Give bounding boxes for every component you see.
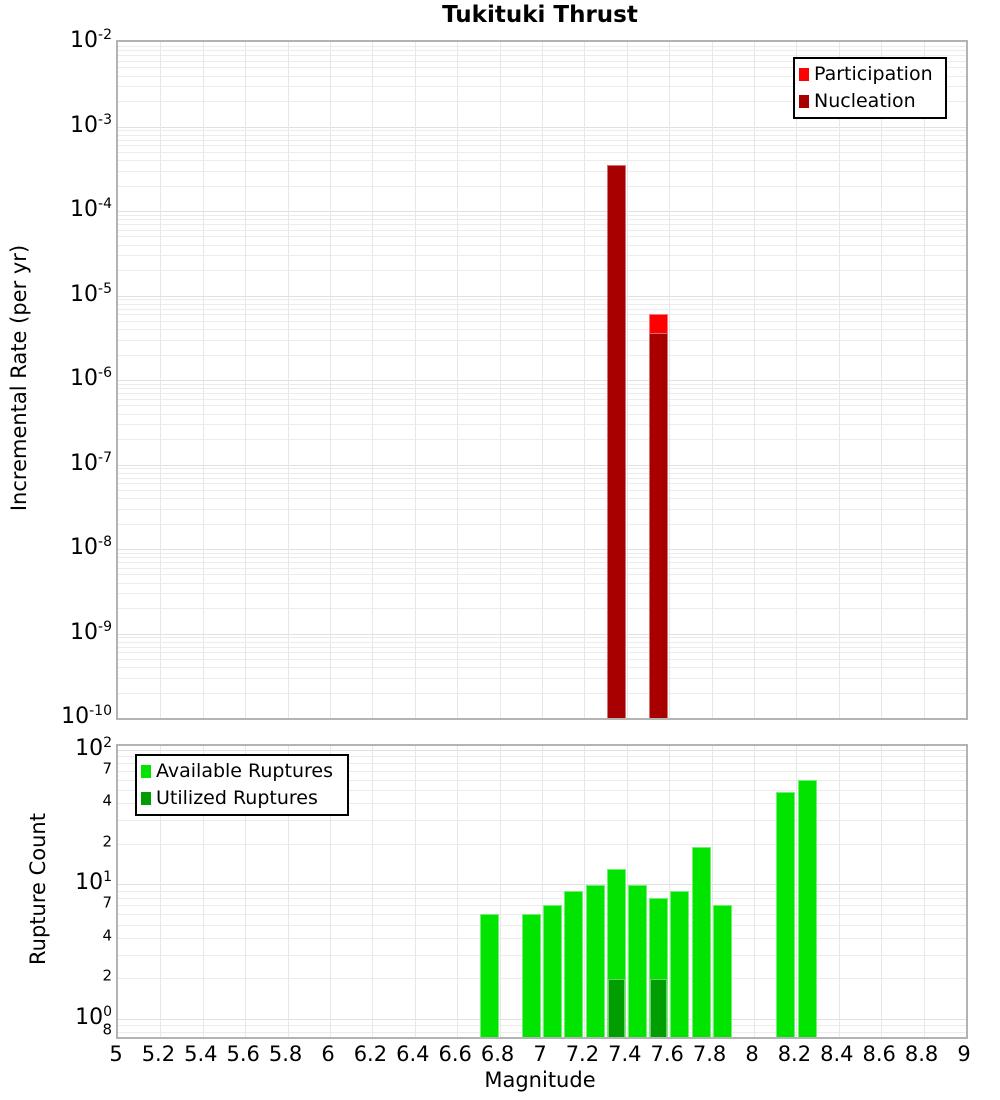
- available-ruptures-bar: [692, 847, 711, 1037]
- x-tick-label: 6.8: [480, 1042, 515, 1066]
- gridline: [881, 746, 882, 1037]
- gridline: [924, 42, 925, 718]
- available-ruptures-bar: [586, 885, 605, 1038]
- incremental-rate-panel: [116, 40, 968, 720]
- y-tick-label: $10^{-5}$: [70, 280, 112, 307]
- gridline: [245, 42, 246, 718]
- legend-label: Nucleation: [814, 90, 916, 112]
- utilized-ruptures-swatch-icon: [141, 792, 151, 805]
- gridline: [839, 746, 840, 1037]
- gridline: [796, 42, 797, 718]
- legend-label: Available Ruptures: [156, 760, 333, 782]
- chart-title: Tukituki Thrust: [442, 2, 638, 28]
- gridline: [415, 42, 416, 718]
- available-ruptures-bar: [543, 905, 562, 1037]
- available-ruptures-bar: [713, 905, 732, 1037]
- y-tick-label: $10^{-10}$: [61, 702, 112, 730]
- participation-swatch-icon: [799, 68, 809, 81]
- x-tick-label: 7.6: [650, 1042, 684, 1066]
- x-tick-label: 7.2: [565, 1042, 600, 1066]
- x-tick-label: 5: [109, 1042, 123, 1066]
- y-minor-tick-label: 4: [102, 791, 112, 810]
- gridline: [160, 42, 161, 718]
- x-tick-label: 8: [745, 1042, 759, 1066]
- x-tick-label: 5.8: [268, 1042, 303, 1066]
- utilized-ruptures-bar: [608, 979, 625, 1038]
- available-ruptures-bar: [522, 914, 541, 1037]
- y-minor-tick-label: 7: [102, 759, 112, 778]
- gridline: [924, 746, 925, 1037]
- x-tick-label: 7.4: [608, 1042, 642, 1066]
- y-minor-tick-label: 8: [102, 1020, 112, 1039]
- y-tick-label: $10^0$: [75, 1003, 112, 1031]
- x-tick-label: 8.4: [820, 1042, 854, 1066]
- x-tick-label: 5.2: [141, 1042, 176, 1066]
- gridline: [457, 746, 458, 1037]
- legend-label: Utilized Ruptures: [156, 787, 318, 809]
- gridline: [500, 746, 501, 1037]
- x-tick-label: 7.8: [692, 1042, 727, 1066]
- nucleation-bar: [649, 333, 668, 718]
- y-minor-tick-label: 2: [102, 832, 112, 851]
- x-axis-title: Magnitude: [484, 1068, 596, 1092]
- x-tick-label: 8.8: [904, 1042, 939, 1066]
- gridline: [372, 746, 373, 1037]
- available-ruptures-bar: [776, 792, 795, 1037]
- x-tick-label: 6.4: [396, 1042, 430, 1066]
- x-tick-label: 6.2: [353, 1042, 388, 1066]
- y-tick-label: $10^{-2}$: [70, 26, 112, 54]
- available-ruptures-bar: [670, 891, 689, 1037]
- legend-item-participation: [799, 61, 941, 88]
- available-ruptures-swatch-icon: [141, 765, 151, 778]
- y-tick-label: $10^{-3}$: [70, 111, 112, 138]
- x-tick-label: 5.4: [184, 1042, 218, 1066]
- x-tick-label: 8.6: [862, 1042, 896, 1066]
- gridline: [542, 42, 543, 718]
- legend-item-nucleation: [799, 88, 941, 115]
- nucleation-swatch-icon: [799, 95, 809, 108]
- y-tick-label: $10^{-6}$: [70, 364, 112, 392]
- gridline: [839, 42, 840, 718]
- gridline: [457, 42, 458, 718]
- top-y-axis-title: Incremental Rate (per yr): [7, 244, 31, 512]
- x-tick-label: 7: [533, 1042, 547, 1066]
- legend-label: Participation: [814, 63, 933, 85]
- gridline: [584, 42, 585, 718]
- available-ruptures-bar: [564, 891, 583, 1037]
- gridline: [500, 42, 501, 718]
- x-tick-label: 5.6: [226, 1042, 260, 1066]
- gridline: [415, 746, 416, 1037]
- available-ruptures-bar: [628, 885, 647, 1038]
- x-tick-label: 9: [957, 1042, 971, 1066]
- legend-item-available: [141, 758, 343, 785]
- legend-item-utilized: [141, 785, 343, 812]
- available-ruptures-bar: [480, 914, 499, 1037]
- y-tick-label: $10^{-4}$: [70, 195, 112, 223]
- gridline: [881, 42, 882, 718]
- gridline: [203, 42, 204, 718]
- x-tick-label: 6: [321, 1042, 335, 1066]
- y-tick-label: $10^{-8}$: [70, 533, 112, 561]
- y-tick-label: $10^1$: [75, 869, 112, 896]
- rate-legend: [793, 57, 947, 119]
- y-minor-tick-label: 7: [102, 893, 112, 912]
- gridline: [372, 42, 373, 718]
- x-tick-label: 8.2: [777, 1042, 812, 1066]
- nucleation-bar: [607, 165, 626, 718]
- y-tick-label: $10^2$: [75, 734, 112, 762]
- gridline: [627, 42, 628, 718]
- y-minor-tick-label: 4: [102, 926, 112, 945]
- y-tick-label: $10^{-9}$: [70, 618, 112, 645]
- available-ruptures-bar: [798, 780, 817, 1037]
- gridline: [754, 42, 755, 718]
- y-tick-label: $10^{-7}$: [70, 449, 112, 476]
- gridline: [712, 42, 713, 718]
- rupture-legend: [135, 754, 349, 816]
- gridline: [754, 746, 755, 1037]
- gridline: [330, 42, 331, 718]
- gridline: [669, 42, 670, 718]
- utilized-ruptures-bar: [650, 979, 667, 1038]
- x-tick-label: 6.6: [438, 1042, 472, 1066]
- gridline: [288, 42, 289, 718]
- y-minor-tick-label: 2: [102, 966, 112, 985]
- bottom-y-axis-title: Rupture Count: [26, 813, 50, 965]
